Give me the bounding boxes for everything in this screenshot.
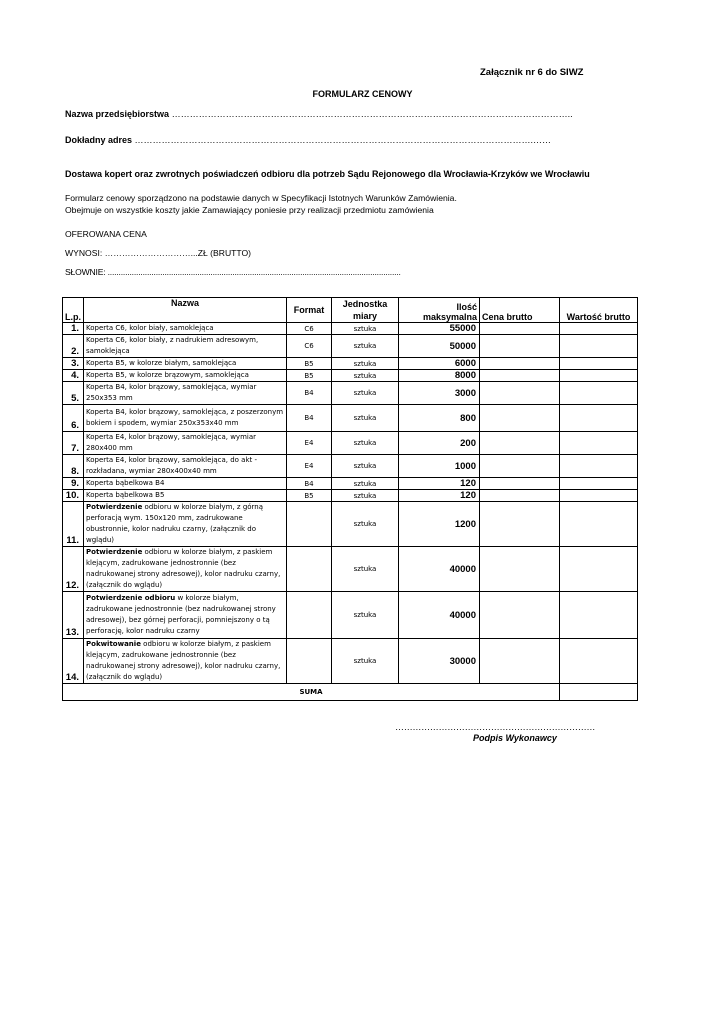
sum-row: [63, 684, 638, 701]
row-value-cell[interactable]: [560, 490, 638, 502]
table-row: [63, 323, 638, 335]
row-name-text: odbioru w kolorze białym, z paskiem klejącym, zadrukowane jednostronnie (bez nadrukowanej strony adresowej), kolor nadruku czarny, (załącznik do wglądu): [86, 548, 281, 589]
row-name-bold: Potwierdzenie: [86, 548, 143, 556]
table-row: [63, 432, 638, 455]
row-quantity: 1000: [399, 455, 480, 478]
row-unit: sztuka: [332, 490, 399, 502]
row-price-cell[interactable]: [480, 358, 560, 370]
price-amount-line[interactable]: WYNOSI: …………………………...ZŁ (BRUTTO): [65, 248, 252, 258]
row-number: 6.: [63, 405, 84, 432]
row-format: B4: [287, 478, 332, 490]
intro-line-2: Obejmuje on wszystkie koszty jakie Zamawiający poniesie przy realizacji przedmiotu zamówienia: [65, 205, 434, 215]
table-row: [63, 455, 638, 478]
row-name-text: Koperta B4, kolor brązowy, samoklejąca, z poszerzonym bokiem i spodem, wymiar 250x353x40 mm: [86, 408, 284, 427]
table-row: [63, 335, 638, 358]
row-name: [84, 335, 287, 358]
address-label: Dokładny adres: [65, 135, 133, 145]
table-row: [63, 478, 638, 490]
row-unit: sztuka: [332, 592, 399, 639]
row-value-cell[interactable]: [560, 370, 638, 382]
row-name: [84, 478, 287, 490]
row-number: 12.: [63, 547, 84, 592]
row-number: 5.: [63, 382, 84, 405]
row-price-cell[interactable]: [480, 592, 560, 639]
row-name: [84, 592, 287, 639]
price-label: OFEROWANA CENA: [65, 229, 147, 239]
col-name-header: Nazwa: [84, 298, 287, 323]
row-price-cell[interactable]: [480, 432, 560, 455]
row-unit: sztuka: [332, 639, 399, 684]
row-value-cell[interactable]: [560, 382, 638, 405]
row-unit: sztuka: [332, 335, 399, 358]
row-value-cell[interactable]: [560, 432, 638, 455]
table-row: [63, 490, 638, 502]
col-qty-header: Ilość maksymalna: [399, 298, 480, 323]
row-price-cell[interactable]: [480, 370, 560, 382]
row-format: B4: [287, 405, 332, 432]
attachment-label: Załącznik nr 6 do SIWZ: [480, 67, 584, 78]
row-format: [287, 592, 332, 639]
row-name: [84, 547, 287, 592]
row-number: 10.: [63, 490, 84, 502]
row-number: 9.: [63, 478, 84, 490]
row-unit: sztuka: [332, 323, 399, 335]
row-format: [287, 547, 332, 592]
table-row: [63, 370, 638, 382]
row-name-text: Koperta B5, w kolorze brązowym, samoklejąca: [86, 371, 249, 379]
row-name: [84, 502, 287, 547]
row-number: 8.: [63, 455, 84, 478]
table-header-row: [63, 298, 638, 323]
row-number: 14.: [63, 639, 84, 684]
row-number: 11.: [63, 502, 84, 547]
sum-value-cell[interactable]: [560, 684, 638, 701]
row-name: [84, 382, 287, 405]
row-name-text: odbioru w kolorze białym, z paskiem klejącym, zadrukowane jednostronnie (bez nadrukowanej strony adresowej), kolor nadruku czarny, (załącznik do wglądu): [86, 640, 281, 681]
row-price-cell[interactable]: [480, 405, 560, 432]
subject-text: Dostawa kopert oraz zwrotnych poświadczeń odbioru dla potrzeb Sądu Rejonowego dla Wrocławia-Krzyków we Wrocławiu: [65, 169, 590, 179]
row-unit: sztuka: [332, 370, 399, 382]
row-number: 4.: [63, 370, 84, 382]
row-name: [84, 455, 287, 478]
row-price-cell[interactable]: [480, 547, 560, 592]
row-quantity: 200: [399, 432, 480, 455]
row-quantity: 8000: [399, 370, 480, 382]
row-quantity: 120: [399, 490, 480, 502]
row-value-cell[interactable]: [560, 405, 638, 432]
table-row: [63, 547, 638, 592]
row-quantity: 40000: [399, 547, 480, 592]
table-row: [63, 405, 638, 432]
table-row: [63, 358, 638, 370]
row-unit: sztuka: [332, 547, 399, 592]
row-name: [84, 432, 287, 455]
row-format: B5: [287, 358, 332, 370]
intro-line-1: Formularz cenowy sporządzono na podstawie danych w Specyfikacji Istotnych Warunków Zamówienia.: [65, 193, 457, 203]
row-name-text: Koperta B5, w kolorze białym, samoklejąca: [86, 359, 237, 367]
signature-dots[interactable]: ……………………………………………………………: [395, 722, 596, 732]
row-name: [84, 323, 287, 335]
row-number: 7.: [63, 432, 84, 455]
row-name-text: Koperta C6, kolor biały, samoklejąca: [86, 324, 214, 332]
row-quantity: 55000: [399, 323, 480, 335]
row-quantity: 40000: [399, 592, 480, 639]
table-row: [63, 639, 638, 684]
row-name-text: w kolorze białym, zadrukowane jednostronnie (bez nadrukowanej strony adresowej), bez górnej perforacji, pomniejszony o tą perforację, kolor nadruku czarny: [86, 594, 276, 635]
row-format: C6: [287, 335, 332, 358]
row-name-text: Koperta C6, kolor biały, z nadrukiem adresowym, samoklejąca: [86, 336, 259, 355]
row-name: [84, 490, 287, 502]
row-value-cell[interactable]: [560, 335, 638, 358]
row-unit: sztuka: [332, 382, 399, 405]
row-price-cell[interactable]: [480, 478, 560, 490]
row-quantity: 6000: [399, 358, 480, 370]
row-format: B4: [287, 382, 332, 405]
company-label: Nazwa przedsiębiorstwa: [65, 109, 170, 119]
row-name-text: Koperta E4, kolor brązowy, samoklejąca, wymiar 280x400 mm: [86, 433, 257, 452]
signature-label: Podpis Wykonawcy: [473, 733, 557, 743]
row-name-bold: Potwierdzenie odbioru: [86, 594, 176, 602]
row-price-cell[interactable]: [480, 335, 560, 358]
row-name: [84, 639, 287, 684]
row-price-cell[interactable]: [480, 455, 560, 478]
row-number: 2.: [63, 335, 84, 358]
row-quantity: 50000: [399, 335, 480, 358]
row-unit: sztuka: [332, 358, 399, 370]
row-quantity: 800: [399, 405, 480, 432]
row-value-cell[interactable]: [560, 547, 638, 592]
row-number: 13.: [63, 592, 84, 639]
row-price-cell[interactable]: [480, 502, 560, 547]
row-name-text: odbioru w kolorze białym, z górną perforacją wym. 150x120 mm, zadrukowane obustronnie, kolor nadruku czarny, (załącznik do wglądu): [86, 503, 264, 544]
row-name-text: Koperta bąbelkowa B4: [86, 479, 165, 487]
form-title: FORMULARZ CENOWY: [312, 89, 413, 99]
row-name-bold: Pokwitowanie: [86, 640, 141, 648]
row-format: E4: [287, 455, 332, 478]
table-row: [63, 382, 638, 405]
row-format: [287, 639, 332, 684]
row-quantity: 3000: [399, 382, 480, 405]
row-price-cell[interactable]: [480, 382, 560, 405]
row-format: B5: [287, 490, 332, 502]
row-quantity: 30000: [399, 639, 480, 684]
row-format: [287, 502, 332, 547]
row-value-cell[interactable]: [560, 639, 638, 684]
row-unit: sztuka: [332, 478, 399, 490]
row-quantity: 120: [399, 478, 480, 490]
row-value-cell[interactable]: [560, 455, 638, 478]
row-quantity: 1200: [399, 502, 480, 547]
row-value-cell[interactable]: [560, 592, 638, 639]
row-price-cell[interactable]: [480, 490, 560, 502]
row-unit: sztuka: [332, 502, 399, 547]
row-name-text: Koperta B4, kolor brązowy, samoklejąca, wymiar 250x353 mm: [86, 383, 257, 402]
row-value-cell[interactable]: [560, 358, 638, 370]
row-price-cell[interactable]: [480, 323, 560, 335]
row-value-cell[interactable]: [560, 323, 638, 335]
table-row: [63, 502, 638, 547]
col-unit-header: Jednostka miary: [332, 298, 399, 323]
row-format: E4: [287, 432, 332, 455]
company-dots[interactable]: ……………………………………………………………………………………………………………………..: [171, 109, 573, 119]
row-value-cell[interactable]: [560, 478, 638, 490]
row-format: C6: [287, 323, 332, 335]
col-value-header: Wartość brutto: [560, 298, 638, 323]
address-dots[interactable]: …………………………………………………………………………………………………………………….……: [134, 135, 552, 145]
row-number: 1.: [63, 323, 84, 335]
row-name-text: Koperta bąbelkowa B5: [86, 491, 165, 499]
row-name: [84, 370, 287, 382]
price-words-line[interactable]: SŁOWNIE: ......................................................................................................................................: [65, 267, 401, 277]
row-name-text: Koperta E4, kolor brązowy, samoklejąca, do akt - rozkładana, wymiar 280x400x40 mm: [86, 456, 257, 475]
row-unit: sztuka: [332, 405, 399, 432]
company-line: [65, 109, 573, 119]
row-value-cell[interactable]: [560, 502, 638, 547]
sum-label: SUMA: [63, 684, 560, 701]
price-table: [62, 297, 638, 701]
col-lp-header: L.p.: [63, 298, 84, 323]
col-price-header: Cena brutto: [480, 298, 560, 323]
address-line: [65, 135, 551, 145]
row-name-bold: Potwierdzenie: [86, 503, 143, 511]
row-unit: sztuka: [332, 432, 399, 455]
row-unit: sztuka: [332, 455, 399, 478]
row-number: 3.: [63, 358, 84, 370]
table-row: [63, 592, 638, 639]
row-format: B5: [287, 370, 332, 382]
row-name: [84, 358, 287, 370]
row-name: [84, 405, 287, 432]
col-format-header: Format: [287, 298, 332, 323]
row-price-cell[interactable]: [480, 639, 560, 684]
